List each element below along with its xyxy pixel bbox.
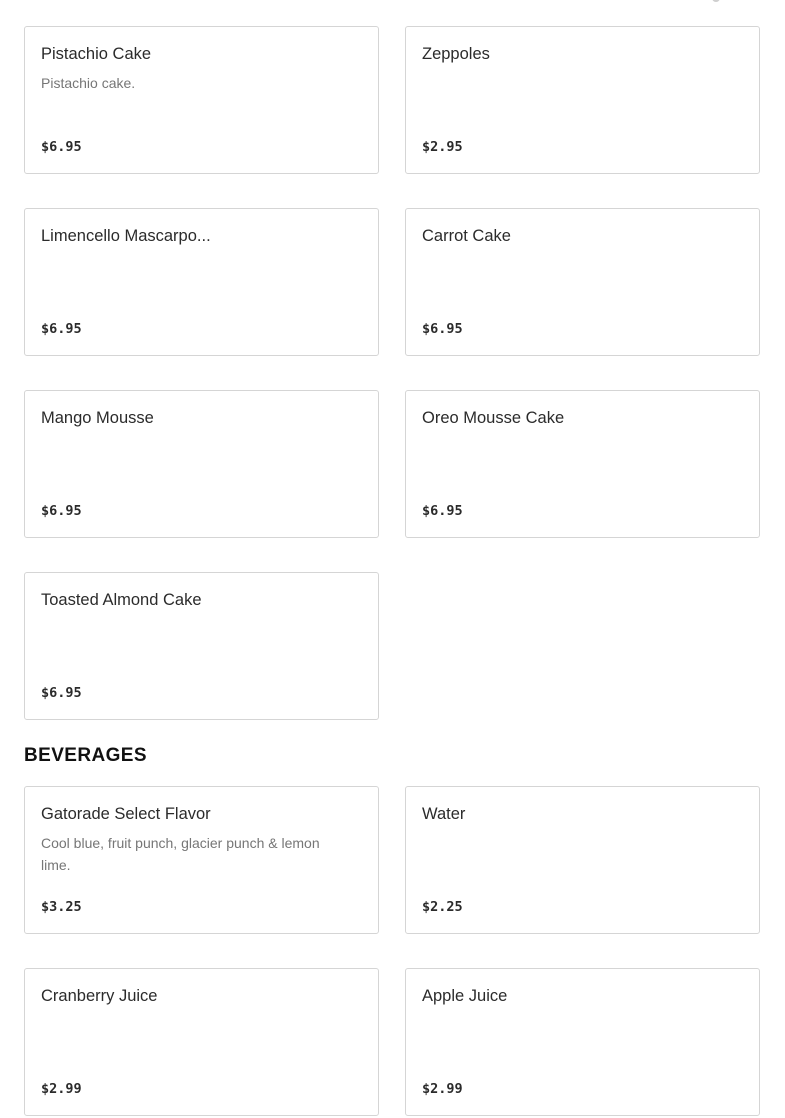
- item-price: $2.99: [422, 1081, 463, 1097]
- item-name: Toasted Almond Cake: [41, 591, 202, 609]
- item-price: $6.95: [41, 139, 82, 155]
- menu-item-card[interactable]: [24, 208, 379, 356]
- item-price: $2.95: [422, 139, 463, 155]
- item-price: $6.95: [41, 685, 82, 701]
- item-name: Cranberry Juice: [41, 987, 158, 1005]
- menu-item-card[interactable]: [24, 968, 379, 1116]
- item-description: Cool blue, fruit punch, glacier punch & lemon lime.: [41, 835, 320, 873]
- menu-item-card[interactable]: [405, 786, 760, 934]
- item-price: $6.95: [41, 321, 82, 337]
- menu-item-card[interactable]: [24, 26, 379, 174]
- menu-item-card[interactable]: [405, 390, 760, 538]
- item-name: Zeppoles: [422, 45, 490, 63]
- item-price: $6.95: [422, 503, 463, 519]
- menu-item-card[interactable]: [24, 786, 379, 934]
- menu-item-card[interactable]: [24, 572, 379, 720]
- item-price: $3.25: [41, 899, 82, 915]
- item-price: $6.95: [41, 503, 82, 519]
- menu-item-card[interactable]: [405, 968, 760, 1116]
- menu-item-card[interactable]: [24, 390, 379, 538]
- item-name: Water: [422, 805, 466, 823]
- item-price: $2.25: [422, 899, 463, 915]
- menu-item-card[interactable]: [405, 208, 760, 356]
- item-name: Limencello Mascarpo...: [41, 227, 211, 245]
- item-name: Apple Juice: [422, 987, 508, 1005]
- item-name: Pistachio Cake: [41, 45, 152, 63]
- item-name: Gatorade Select Flavor: [41, 805, 211, 823]
- item-price: $6.95: [422, 321, 463, 337]
- item-description: Pistachio cake.: [41, 75, 136, 91]
- top-edge-fragment: [712, 0, 720, 2]
- item-name: Mango Mousse: [41, 409, 154, 427]
- section-title-beverages: BEVERAGES: [24, 745, 147, 766]
- menu-item-card[interactable]: [405, 26, 760, 174]
- item-price: $2.99: [41, 1081, 82, 1097]
- item-name: Oreo Mousse Cake: [422, 409, 565, 427]
- item-name: Carrot Cake: [422, 227, 511, 245]
